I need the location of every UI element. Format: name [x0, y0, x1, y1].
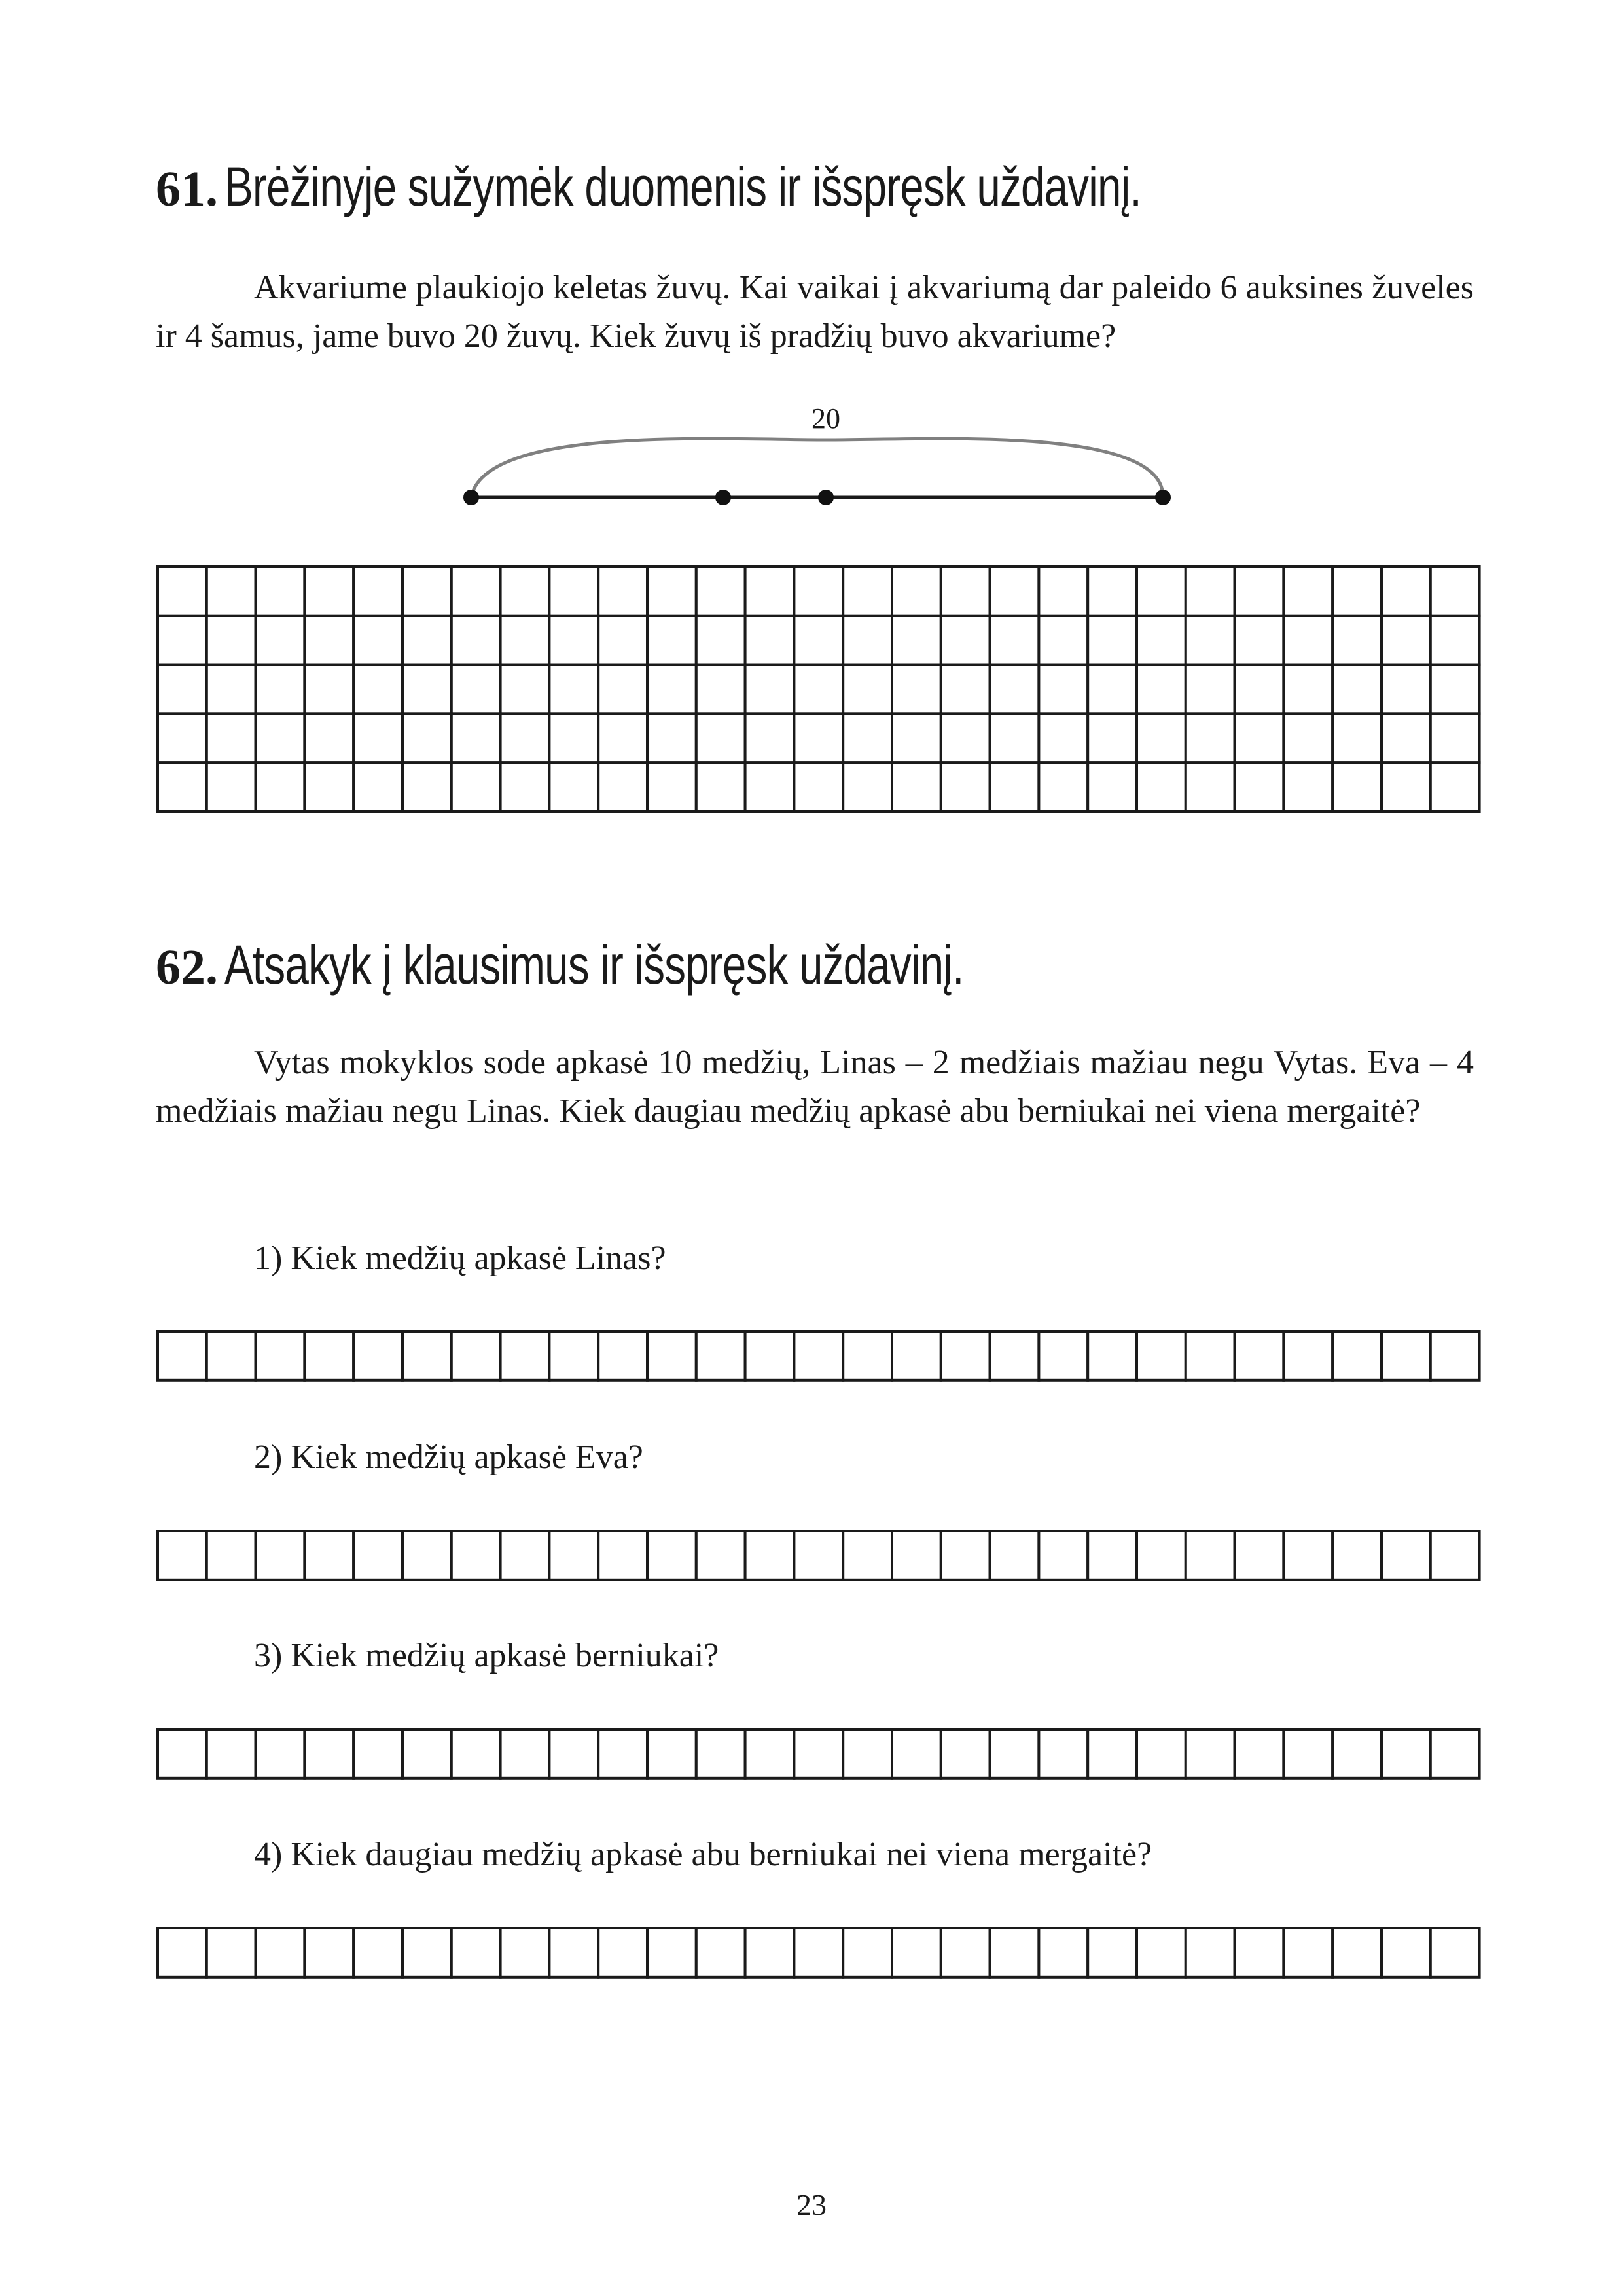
segment-diagram — [0, 0, 1623, 524]
diagram-total-brace — [471, 439, 1163, 497]
grid-cell[interactable] — [647, 762, 696, 812]
grid-cell[interactable] — [990, 1729, 1039, 1778]
grid-cell[interactable] — [1235, 567, 1284, 616]
grid-cell[interactable] — [501, 1928, 550, 1977]
grid-cell[interactable] — [256, 713, 305, 762]
grid-cell[interactable] — [353, 616, 402, 665]
grid-cell[interactable] — [1431, 1531, 1480, 1580]
grid-cell[interactable] — [304, 1331, 353, 1380]
grid-cell[interactable] — [256, 567, 305, 616]
grid-cell[interactable] — [304, 567, 353, 616]
grid-cell[interactable] — [647, 1531, 696, 1580]
grid-cell[interactable] — [353, 665, 402, 714]
grid-cell[interactable] — [501, 665, 550, 714]
grid-cell[interactable] — [207, 567, 256, 616]
grid-cell[interactable] — [990, 665, 1039, 714]
grid-cell[interactable] — [598, 1531, 647, 1580]
grid-cell[interactable] — [256, 762, 305, 812]
question-4: 4) Kiek daugiau medžių apkasė abu berniukai nei viena mergaitė? — [254, 1836, 1152, 1873]
grid-cell[interactable] — [207, 762, 256, 812]
question-3: 3) Kiek medžių apkasė berniukai? — [254, 1637, 719, 1674]
grid-cell[interactable] — [158, 1531, 207, 1580]
grid-cell[interactable] — [696, 713, 745, 762]
grid-cell[interactable] — [549, 1331, 598, 1380]
grid-cell[interactable] — [256, 1531, 305, 1580]
question-2: 2) Kiek medžių apkasė Eva? — [254, 1439, 643, 1476]
grid-cell[interactable] — [452, 567, 501, 616]
grid-cell[interactable] — [843, 567, 892, 616]
grid-cell[interactable] — [158, 1729, 207, 1778]
question-4-answer-grid[interactable] — [156, 1926, 1482, 1979]
grid-cell[interactable] — [1186, 1729, 1235, 1778]
grid-cell[interactable] — [452, 616, 501, 665]
diagram-total-label: 20 — [812, 403, 840, 435]
grid-cell[interactable] — [1088, 665, 1137, 714]
grid-cell[interactable] — [1039, 762, 1088, 812]
grid-cell[interactable] — [402, 616, 452, 665]
grid-cell[interactable] — [158, 567, 207, 616]
grid-cell[interactable] — [1431, 762, 1480, 812]
grid-cell[interactable] — [1431, 665, 1480, 714]
grid-cell[interactable] — [1332, 665, 1382, 714]
grid-cell[interactable] — [598, 1729, 647, 1778]
question-3-answer-grid[interactable] — [156, 1727, 1482, 1780]
task-62-title: Atsakyk į klausimus ir išspręsk uždavinį. — [224, 934, 964, 996]
diagram-point-1 — [715, 490, 731, 505]
grid-cell[interactable] — [353, 762, 402, 812]
grid-cell[interactable] — [452, 762, 501, 812]
grid-cell[interactable] — [696, 762, 745, 812]
grid-cell[interactable] — [1137, 713, 1186, 762]
grid-cell[interactable] — [1382, 1928, 1431, 1977]
grid-cell[interactable] — [598, 616, 647, 665]
grid-cell[interactable] — [501, 713, 550, 762]
grid-cell[interactable] — [1431, 616, 1480, 665]
grid-cell[interactable] — [158, 616, 207, 665]
grid-cell[interactable] — [1283, 713, 1332, 762]
grid-cell[interactable] — [1186, 713, 1235, 762]
grid-cell[interactable] — [843, 1531, 892, 1580]
grid-cell[interactable] — [256, 1729, 305, 1778]
grid-cell[interactable] — [794, 762, 843, 812]
grid-cell[interactable] — [256, 1928, 305, 1977]
grid-cell[interactable] — [1332, 1729, 1382, 1778]
grid-cell[interactable] — [402, 567, 452, 616]
grid-cell[interactable] — [843, 1928, 892, 1977]
grid-cell[interactable] — [549, 1531, 598, 1580]
grid-cell[interactable] — [1382, 1531, 1431, 1580]
grid-cell[interactable] — [501, 1729, 550, 1778]
grid-cell[interactable] — [1283, 567, 1332, 616]
grid-cell[interactable] — [353, 1729, 402, 1778]
task-62-problem-text: Vytas mokyklos sode apkasė 10 medžių, Linas – 2 medžiais mažiau negu Vytas. Eva – 4 medžiais mažiau negu Linas. Kiek daugiau medžių apkasė abu berniukai nei viena mergaitė? — [156, 1044, 1474, 1130]
grid-cell[interactable] — [843, 713, 892, 762]
grid-cell[interactable] — [647, 567, 696, 616]
grid-cell[interactable] — [1382, 1331, 1431, 1380]
grid-cell[interactable] — [501, 616, 550, 665]
grid-cell[interactable] — [696, 1928, 745, 1977]
grid-cell[interactable] — [1431, 1729, 1480, 1778]
task-62-number: 62. — [156, 940, 218, 995]
grid-cell[interactable] — [843, 616, 892, 665]
grid-cell[interactable] — [647, 1928, 696, 1977]
grid-cell[interactable] — [256, 1331, 305, 1380]
grid-cell[interactable] — [353, 567, 402, 616]
grid-cell[interactable] — [1137, 1331, 1186, 1380]
grid-cell[interactable] — [941, 1531, 990, 1580]
grid-cell[interactable] — [1382, 713, 1431, 762]
diagram-point-start — [463, 490, 479, 505]
grid-cell[interactable] — [207, 616, 256, 665]
grid-cell[interactable] — [1137, 665, 1186, 714]
grid-cell[interactable] — [598, 1928, 647, 1977]
grid-cell[interactable] — [353, 713, 402, 762]
grid-cell[interactable] — [1235, 1331, 1284, 1380]
grid-cell[interactable] — [501, 567, 550, 616]
grid-cell[interactable] — [501, 762, 550, 812]
grid-cell[interactable] — [941, 1928, 990, 1977]
grid-cell[interactable] — [1235, 616, 1284, 665]
grid-cell[interactable] — [598, 762, 647, 812]
grid-cell[interactable] — [990, 1928, 1039, 1977]
task-61-number: 61. — [156, 162, 218, 217]
grid-cell[interactable] — [256, 665, 305, 714]
grid-cell[interactable] — [1235, 762, 1284, 812]
grid-cell[interactable] — [1332, 1928, 1382, 1977]
task-61-problem-text: Akvariume plaukiojo keletas žuvų. Kai vaikai į akvariumą dar paleido 6 auksines žuveles ir 4 šamus, jame buvo 20 žuvų. Kiek žuvų iš pradžių buvo akvariume? — [156, 269, 1474, 355]
grid-cell[interactable] — [794, 567, 843, 616]
grid-cell[interactable] — [696, 567, 745, 616]
grid-cell[interactable] — [402, 1331, 452, 1380]
grid-cell[interactable] — [941, 616, 990, 665]
grid-cell[interactable] — [941, 567, 990, 616]
grid-cell[interactable] — [1137, 616, 1186, 665]
grid-cell[interactable] — [1186, 665, 1235, 714]
grid-cell[interactable] — [1235, 1928, 1284, 1977]
grid-cell[interactable] — [353, 1331, 402, 1380]
grid-cell[interactable] — [1431, 567, 1480, 616]
grid-cell[interactable] — [1088, 567, 1137, 616]
grid-cell[interactable] — [843, 762, 892, 812]
grid-cell[interactable] — [1039, 616, 1088, 665]
grid-cell[interactable] — [304, 616, 353, 665]
grid-cell[interactable] — [549, 1729, 598, 1778]
grid-cell[interactable] — [745, 1928, 794, 1977]
grid-cell[interactable] — [353, 1531, 402, 1580]
grid-cell[interactable] — [158, 665, 207, 714]
grid-cell[interactable] — [207, 1531, 256, 1580]
grid-cell[interactable] — [1283, 1928, 1332, 1977]
grid-cell[interactable] — [1382, 616, 1431, 665]
grid-cell[interactable] — [647, 1729, 696, 1778]
grid-cell[interactable] — [1283, 1331, 1332, 1380]
grid-cell[interactable] — [256, 616, 305, 665]
grid-cell[interactable] — [1039, 1531, 1088, 1580]
grid-cell[interactable] — [794, 1729, 843, 1778]
grid-cell[interactable] — [1186, 616, 1235, 665]
grid-cell[interactable] — [1283, 665, 1332, 714]
grid-cell[interactable] — [207, 1331, 256, 1380]
grid-cell[interactable] — [452, 665, 501, 714]
grid-cell[interactable] — [1088, 1531, 1137, 1580]
grid-cell[interactable] — [892, 1331, 941, 1380]
grid-cell[interactable] — [745, 713, 794, 762]
grid-cell[interactable] — [1039, 567, 1088, 616]
grid-cell[interactable] — [794, 713, 843, 762]
grid-cell[interactable] — [1186, 762, 1235, 812]
grid-cell[interactable] — [1382, 762, 1431, 812]
grid-cell[interactable] — [794, 1331, 843, 1380]
grid-cell[interactable] — [892, 1729, 941, 1778]
grid-cell[interactable] — [990, 1331, 1039, 1380]
grid-cell[interactable] — [402, 1729, 452, 1778]
grid-cell[interactable] — [598, 1331, 647, 1380]
grid-cell[interactable] — [1283, 1729, 1332, 1778]
grid-cell[interactable] — [501, 1331, 550, 1380]
grid-cell[interactable] — [1088, 1729, 1137, 1778]
grid-cell[interactable] — [1088, 616, 1137, 665]
grid-cell[interactable] — [1137, 1928, 1186, 1977]
grid-cell[interactable] — [696, 616, 745, 665]
grid-cell[interactable] — [304, 1729, 353, 1778]
grid-cell[interactable] — [598, 567, 647, 616]
grid-cell[interactable] — [843, 1729, 892, 1778]
grid-cell[interactable] — [745, 1729, 794, 1778]
grid-cell[interactable] — [353, 1928, 402, 1977]
grid-cell[interactable] — [843, 665, 892, 714]
grid-cell[interactable] — [1235, 1531, 1284, 1580]
grid-cell[interactable] — [1186, 567, 1235, 616]
grid-cell[interactable] — [794, 665, 843, 714]
grid-cell[interactable] — [1332, 762, 1382, 812]
grid-cell[interactable] — [892, 1928, 941, 1977]
grid-cell[interactable] — [549, 665, 598, 714]
grid-cell[interactable] — [745, 616, 794, 665]
grid-cell[interactable] — [941, 1331, 990, 1380]
grid-cell[interactable] — [1235, 665, 1284, 714]
grid-cell[interactable] — [304, 1928, 353, 1977]
grid-cell[interactable] — [549, 762, 598, 812]
grid-cell[interactable] — [892, 762, 941, 812]
grid-cell[interactable] — [549, 713, 598, 762]
grid-cell[interactable] — [941, 713, 990, 762]
grid-cell[interactable] — [304, 762, 353, 812]
grid-cell[interactable] — [647, 665, 696, 714]
grid-cell[interactable] — [892, 567, 941, 616]
grid-cell[interactable] — [1382, 1729, 1431, 1778]
grid-cell[interactable] — [549, 616, 598, 665]
grid-cell[interactable] — [1382, 567, 1431, 616]
grid-cell[interactable] — [1039, 1928, 1088, 1977]
grid-cell[interactable] — [892, 616, 941, 665]
grid-cell[interactable] — [1332, 713, 1382, 762]
grid-cell[interactable] — [158, 1928, 207, 1977]
grid-cell[interactable] — [1332, 616, 1382, 665]
grid-cell[interactable] — [696, 1331, 745, 1380]
grid-cell[interactable] — [745, 567, 794, 616]
grid-cell[interactable] — [1382, 665, 1431, 714]
grid-cell[interactable] — [892, 1531, 941, 1580]
grid-cell[interactable] — [598, 713, 647, 762]
grid-cell[interactable] — [990, 713, 1039, 762]
grid-cell[interactable] — [941, 762, 990, 812]
grid-cell[interactable] — [647, 713, 696, 762]
grid-cell[interactable] — [207, 713, 256, 762]
grid-cell[interactable] — [794, 1928, 843, 1977]
grid-cell[interactable] — [402, 665, 452, 714]
diagram-point-2 — [818, 490, 834, 505]
grid-cell[interactable] — [1088, 1928, 1137, 1977]
grid-cell[interactable] — [990, 567, 1039, 616]
grid-cell[interactable] — [158, 1331, 207, 1380]
grid-cell[interactable] — [1186, 1531, 1235, 1580]
grid-cell[interactable] — [402, 1928, 452, 1977]
page-number: 23 — [796, 2188, 827, 2221]
grid-cell[interactable] — [1431, 1331, 1480, 1380]
question-2-answer-grid[interactable] — [156, 1529, 1482, 1582]
grid-cell[interactable] — [402, 1531, 452, 1580]
grid-cell[interactable] — [1283, 616, 1332, 665]
question-1: 1) Kiek medžių apkasė Linas? — [254, 1240, 666, 1277]
grid-cell[interactable] — [1137, 762, 1186, 812]
grid-cell[interactable] — [452, 1729, 501, 1778]
grid-cell[interactable] — [696, 665, 745, 714]
grid-cell[interactable] — [1088, 1331, 1137, 1380]
grid-cell[interactable] — [549, 1928, 598, 1977]
grid-cell[interactable] — [1088, 713, 1137, 762]
grid-cell[interactable] — [1137, 1531, 1186, 1580]
grid-cell[interactable] — [1235, 713, 1284, 762]
grid-cell[interactable] — [1088, 762, 1137, 812]
grid-cell[interactable] — [794, 616, 843, 665]
grid-cell[interactable] — [696, 1729, 745, 1778]
grid-cell[interactable] — [843, 1331, 892, 1380]
grid-cell[interactable] — [990, 616, 1039, 665]
grid-cell[interactable] — [207, 1928, 256, 1977]
grid-cell[interactable] — [1039, 1331, 1088, 1380]
task-61-answer-grid[interactable] — [156, 565, 1482, 814]
grid-cell[interactable] — [745, 1331, 794, 1380]
grid-cell[interactable] — [402, 713, 452, 762]
grid-cell[interactable] — [1431, 1928, 1480, 1977]
grid-cell[interactable] — [158, 713, 207, 762]
grid-cell[interactable] — [1137, 567, 1186, 616]
grid-cell[interactable] — [549, 567, 598, 616]
grid-cell[interactable] — [1039, 1729, 1088, 1778]
grid-cell[interactable] — [1039, 665, 1088, 714]
grid-cell[interactable] — [452, 1331, 501, 1380]
task-62-heading — [156, 934, 1172, 996]
grid-cell[interactable] — [1235, 1729, 1284, 1778]
grid-cell[interactable] — [304, 665, 353, 714]
grid-cell[interactable] — [941, 1729, 990, 1778]
grid-cell[interactable] — [158, 762, 207, 812]
grid-cell[interactable] — [647, 1331, 696, 1380]
grid-cell[interactable] — [1332, 567, 1382, 616]
grid-cell[interactable] — [1137, 1729, 1186, 1778]
grid-cell[interactable] — [745, 665, 794, 714]
grid-cell[interactable] — [598, 665, 647, 714]
grid-cell[interactable] — [207, 665, 256, 714]
diagram-point-end — [1155, 490, 1171, 505]
grid-cell[interactable] — [745, 1531, 794, 1580]
grid-cell[interactable] — [452, 713, 501, 762]
grid-cell[interactable] — [1283, 1531, 1332, 1580]
grid-cell[interactable] — [1039, 713, 1088, 762]
grid-cell[interactable] — [1186, 1928, 1235, 1977]
grid-cell[interactable] — [1431, 713, 1480, 762]
grid-cell[interactable] — [794, 1531, 843, 1580]
grid-cell[interactable] — [1332, 1531, 1382, 1580]
task-61-title: Brėžinyje sužymėk duomenis ir išspręsk uždavinį. — [224, 156, 1141, 217]
grid-cell[interactable] — [696, 1531, 745, 1580]
grid-cell[interactable] — [1186, 1331, 1235, 1380]
grid-cell[interactable] — [207, 1729, 256, 1778]
grid-cell[interactable] — [892, 665, 941, 714]
grid-cell[interactable] — [1283, 762, 1332, 812]
grid-cell[interactable] — [402, 762, 452, 812]
grid-cell[interactable] — [304, 713, 353, 762]
question-1-answer-grid[interactable] — [156, 1329, 1482, 1382]
grid-cell[interactable] — [990, 762, 1039, 812]
grid-cell[interactable] — [892, 713, 941, 762]
grid-cell[interactable] — [501, 1531, 550, 1580]
grid-cell[interactable] — [452, 1928, 501, 1977]
grid-cell[interactable] — [941, 665, 990, 714]
grid-cell[interactable] — [304, 1531, 353, 1580]
grid-cell[interactable] — [745, 762, 794, 812]
grid-cell[interactable] — [1332, 1331, 1382, 1380]
grid-cell[interactable] — [452, 1531, 501, 1580]
grid-cell[interactable] — [990, 1531, 1039, 1580]
grid-cell[interactable] — [647, 616, 696, 665]
